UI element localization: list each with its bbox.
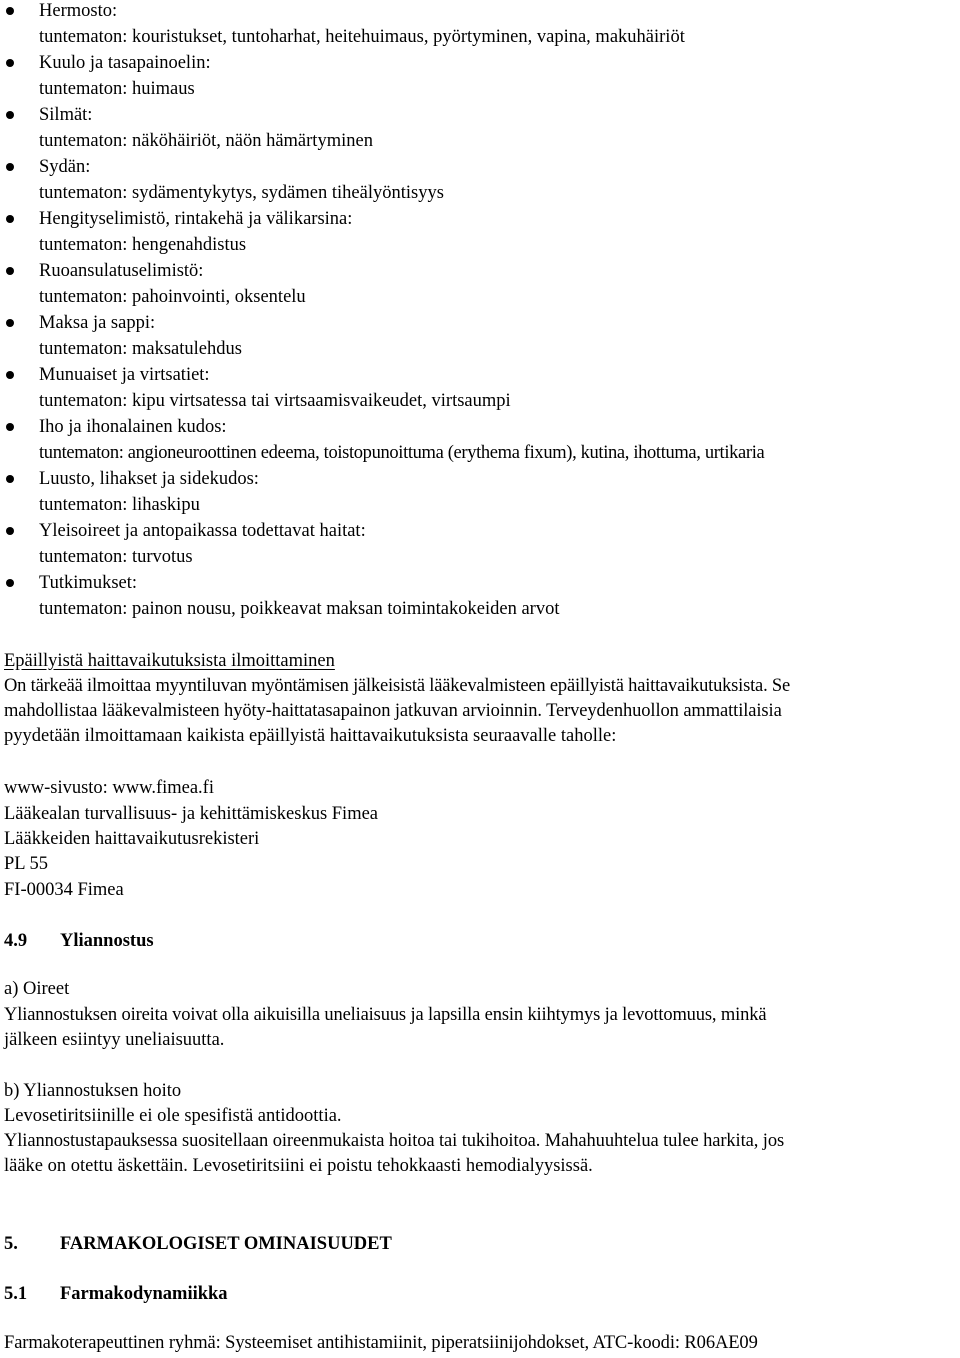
paragraph-line: Yliannostuksen oireita voivat olla aikuisilla uneliaisuus ja lapsilla ensin kiihtymys ja levottomuus, minkä	[4, 1005, 767, 1025]
bullet-icon	[6, 267, 14, 275]
address-line: PL 55	[4, 854, 49, 874]
address-line: FI-00034 Fimea	[4, 880, 124, 900]
paragraph-line: On tärkeää ilmoittaa myyntiluvan myöntämisen jälkeisistä lääkevalmisteen epäillyistä haittavaikutuksista. Se	[4, 676, 791, 696]
bullet-icon	[6, 475, 14, 483]
organ-class: Hengityselimistö, rintakehä ja välikarsina:	[39, 209, 353, 229]
section-heading	[4, 930, 154, 952]
section-heading-5	[4, 1233, 392, 1255]
address-line: Lääkealan turvallisuus- ja kehittämiskeskus Fimea	[4, 804, 379, 824]
bullet-icon	[6, 371, 14, 379]
organ-class: Luusto, lihakset ja sidekudos:	[39, 469, 259, 489]
organ-class: Munuaiset ja virtsatiet:	[39, 365, 210, 385]
section-title: Yliannostus	[60, 931, 154, 951]
bullet-icon	[6, 111, 14, 119]
effects-text: tuntematon: huimaus	[39, 79, 195, 99]
section-heading-5-1	[4, 1283, 228, 1305]
bullet-icon	[6, 527, 14, 535]
organ-class: Iho ja ihonalainen kudos:	[39, 417, 227, 437]
bullet-icon	[6, 215, 14, 223]
section-number: 5.	[4, 1234, 18, 1254]
organ-class: Yleisoireet ja antopaikassa todettavat haitat:	[39, 521, 366, 541]
paragraph-line: mahdollistaa lääkevalmisteen hyöty-haittatasapainon jatkuvan arvioinnin. Terveydenhuollon ammattilaisia	[4, 701, 782, 721]
subheading: b) Yliannostuksen hoito	[4, 1081, 182, 1101]
paragraph-line: jälkeen esiintyy uneliaisuutta.	[4, 1030, 225, 1050]
effects-text: tuntematon: näköhäiriöt, näön hämärtyminen	[39, 131, 373, 151]
effects-text: tuntematon: turvotus	[39, 547, 193, 567]
organ-class: Tutkimukset:	[39, 573, 138, 593]
effects-text: tuntematon: painon nousu, poikkeavat maksan toimintakokeiden arvot	[39, 599, 560, 619]
bullet-icon	[6, 7, 14, 15]
bullet-icon	[6, 319, 14, 327]
atc-line: Farmakoterapeuttinen ryhmä: Systeemiset antihistamiinit, piperatsiinijohdokset, ATC-koodi: R06AE09	[4, 1333, 758, 1353]
effects-text: tuntematon: maksatulehdus	[39, 339, 242, 359]
subheading: a) Oireet	[4, 979, 70, 999]
organ-class: Hermosto:	[39, 1, 118, 21]
bullet-icon	[6, 423, 14, 431]
effects-text: tuntematon: pahoinvointi, oksentelu	[39, 287, 306, 307]
address-line: Lääkkeiden haittavaikutusrekisteri	[4, 829, 260, 849]
effects-text: tuntematon: lihaskipu	[39, 495, 200, 515]
effects-text: tuntematon: angioneuroottinen edeema, toistopunoittuma (erythema fixum), kutina, ihottuma, urtikaria	[39, 443, 765, 463]
organ-class: Kuulo ja tasapainoelin:	[39, 53, 211, 73]
paragraph-line: Levosetiritsiinille ei ole spesifistä antidoottia.	[4, 1106, 342, 1126]
organ-class: Sydän:	[39, 157, 91, 177]
section-title: FARMAKOLOGISET OMINAISUUDET	[60, 1234, 392, 1254]
website-line[interactable]: www-sivusto: www.fimea.fi	[4, 778, 214, 798]
organ-class: Ruoansulatuselimistö:	[39, 261, 204, 281]
section-number: 4.9	[4, 931, 28, 951]
paragraph-line: lääke on otettu äskettäin. Levosetiritsiini ei poistu tehokkaasti hemodialyysissä.	[4, 1156, 593, 1176]
bullet-icon	[6, 579, 14, 587]
organ-class: Maksa ja sappi:	[39, 313, 156, 333]
organ-class: Silmät:	[39, 105, 93, 125]
effects-text: tuntematon: kipu virtsatessa tai virtsaamisvaikeudet, virtsaumpi	[39, 391, 511, 411]
section-title: Farmakodynamiikka	[60, 1284, 228, 1304]
paragraph-line: Yliannostustapauksessa suositellaan oireenmukaista hoitoa tai tukihoitoa. Mahahuuhtelua tulee harkita, jos	[4, 1131, 785, 1151]
effects-text: tuntematon: hengenahdistus	[39, 235, 247, 255]
reporting-heading: Epäillyistä haittavaikutuksista ilmoittaminen	[4, 651, 335, 671]
effects-text: tuntematon: kouristukset, tuntoharhat, heitehuimaus, pyörtyminen, vapina, makuhäiriöt	[39, 27, 685, 47]
bullet-icon	[6, 163, 14, 171]
effects-text: tuntematon: sydämentykytys, sydämen tiheälyöntisyys	[39, 183, 444, 203]
bullet-icon	[6, 59, 14, 67]
paragraph-line: pyydetään ilmoittamaan kaikista epäillyistä haittavaikutuksista seuraavalle taholle:	[4, 726, 617, 746]
section-number: 5.1	[4, 1284, 28, 1304]
